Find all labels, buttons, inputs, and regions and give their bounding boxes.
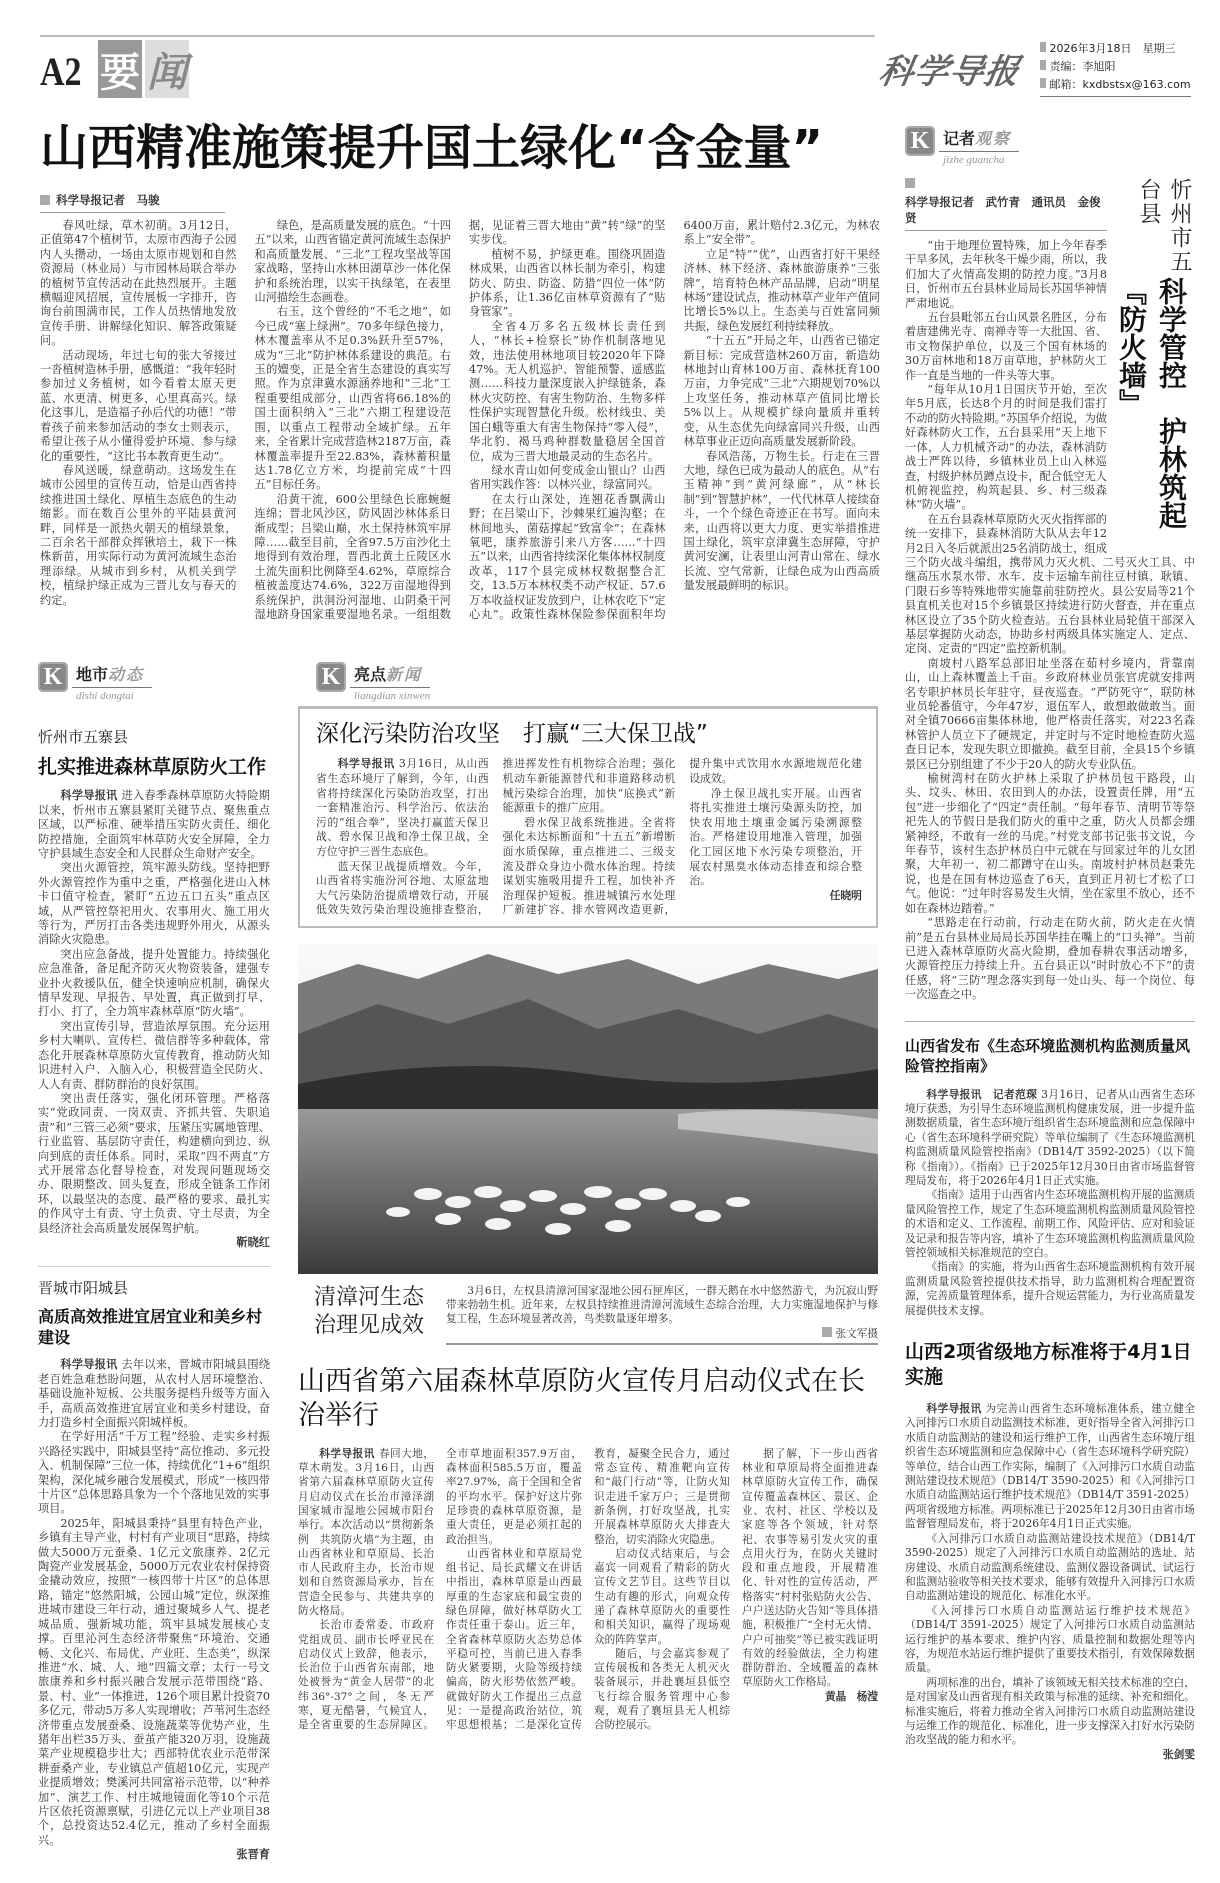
fire-campaign-author: 黄晶 杨滢 [825, 1690, 878, 1703]
paragraph: 突出责任落实，强化闭环管理。严格落实“党政同责、一岗双责、齐抓共管、失职追责”和“三管三必须”要求，压紧压实属地管理、行业监管、基层防守责任，构建横向到边、纵向到底的责任体系。同时，采取“四不两直”方式开展常态化督导检查，对发现问题现场交办、限期整改、回头复查，形成全链条工作闭环，以最坚决的态度、最严格的要求、最扎实的作风守土有责、守土负责、守土尽责，为全县经济社会高质量发展保驾护航。 [38, 1091, 270, 1235]
paragraph: 《入河排污口水质自动监测站建设技术规范》（DB14/T 3590-2025）规定了入河排污口水质自动监测站的选址、站房建设、水质自动监测系统建设、监测仪器设备调试、试运行和监测站验收等相关技术要求，能够有效提升入河排污口水质自动监测站建设的规范化、标准化水平。 [905, 1531, 1195, 1603]
section-char-2: 闻 [145, 40, 189, 98]
fire-campaign-body: 科学导报讯 春回大地，草木萌发。3月16日，山西省第六届森林草原防火宣传月启动仪式在长治市漳泽湖国家城市湿地公园城市阳台举行。本次活动以“贯彻新条例 共筑防火墙”为主题，由山西省林业和草原局、长治市人民政府主办，长治市规划和自然资源局承办，旨在营造全民参与、共建共享的防火格局。 长治市委常委、市政府党组成员、副市长呼亚民在启动仪式上致辞，他表示，长治位于山西省东南部，地处被誉为“黄金人居带”的北纬36°-37°之间，冬无严寒，夏无酷暑，气候宜人，是全省重要的生态屏障区。全市草地面积357.9万亩，森林面积585.5万亩，覆盖率27.97%，高于全国和全省的平均水平。保护好这片弥足珍贵的森林草原资源，是重大责任，更是必须扛起的政治担当。 山西省林业和草原局党组书记、局长武耀文在讲话中指出，森林草原是山西最厚重的生态家底和最宝贵的绿色屏障，做好林草防火工作责任重于泰山。近三年，全省森林草原防火态势总体平稳可控，当前已进入春季防火紧要期，火险等级持续偏高，防火形势依然严峻。就做好防火工作提出三点意见：一是提高政治站位，筑牢思想根基；二是深化宣传教育，凝聚全民合力，通过常态宣传、精准靶向宣传和“敲门行动”等，让防火知识走进千家万户；三是贯彻新条例，打好攻坚战，扎实开展森林草原防火大排查大整治，切实消除火灾隐患。 启动仪式结束后，与会嘉宾一同观看了精彩的防火宣传文艺节目。这些节目以生动有趣的形式，向观众传递了森林草原防火的重要性和相关知识，赢得了现场观众的阵阵掌声。 随后，与会嘉宾参观了宣传展板和各类无人机灭火装备展示，并赴襄垣县低空飞行综合服务管理中心参观，观看了襄垣县无人机综合防控展示。 据了解，下一步山西省林业和草原局将全面推进森林草原防火宣传工作，确保宣传覆盖森林区、景区、企业、农村、社区、学校以及家庭等各个领域，针对祭祀、农事等易引发火灾的重点用火行为，在防火关键时段和重点地段，开展精准化、针对性的宣传活动，严格落实“村村张贴防火公告、户户送达防火告知”等具体措施，积极推广“全村无火情、户户可抽奖”等已被实践证明有效的经验做法，全力构建群防群治、全域覆盖的森林草原防火工作格局。 黄晶 杨滢 [298, 1447, 878, 1732]
paragraph: 突出宣传引导，营造浓厚氛围。充分运用乡村大喇叭、宣传栏、微信群等多种载体，常态化开展森林草原防火宣传教育，推动防火知识进村入户、入脑入心，积极营造全民防火、人人有责、群防群治的良好氛围。 [38, 1019, 270, 1091]
paragraph: 山西省林业和草原局党组书记、局长武耀文在讲话中指出，森林草原是山西最厚重的生态家底和最宝贵的绿色屏障，做好林草防火工作责任重于泰山。近三年，全省森林草原防火态势总体平稳可控，当前已进入春季防火紧要期，火险等级持续偏高，防火形势依然严峻。就做好防火工作提出三点意见：一是提高政治站位，筑牢思想根基；二是深化宣传教育，凝聚全民合力，通过常态宣传、精准靶向宣传和“敲门行动”等，让防火知识走进千家万户；三是贯彻新条例，打好攻坚战，扎实开展森林草原防火大排查大整治，切实消除火灾隐患。 [446, 1447, 730, 1732]
wuzhai-article [38, 726, 270, 1250]
main-headline: 山西精准施策提升国土绿化“含金量” [40, 120, 824, 176]
bullet-icon [40, 195, 50, 205]
highlight-body: 科学导报讯 3月16日，从山西省生态环境厅了解到，今年，山西省将持续深化污染防治攻坚，打出一套精准治污、科学治污、依法治污的“组合拳”，坚决打赢蓝天保卫战、碧水保卫战和净土保卫战，全方位守护三晋生态底色。 蓝天保卫战提质增效。今年，山西省将实施汾河谷地、太原盆地大气污染防治提质增效行动，开展低效失效污染治理设施排查整治，推进挥发性有机物综合治理；强化机动车新能源替代和非道路移动机械污染综合治理，加快“底换式”新能源重卡的推广应用。 碧水保卫战系统推进。全省将强化未达标断面和“十五五”新增断面水质保障，重点推进二、三级支流及群众身边小微水体治理。持续谋划实施吸用提升工程，加快补齐治理保护短板。推进城镇污水处理厂新建扩容、排水管网改造更新，提升集中式饮用水水源地规范化建设成效。 净土保卫战扎实开展。山西省将扎实推进土壤污染源头防控，加快农用地土壤重金属污染溯源整治。严格建设用地准入管理，加强化工园区地下水污染专项整治，开展农村黑臭水体动态排查和综合整治。 任晓明 [316, 757, 862, 917]
main-content [40, 118, 880, 1863]
paragraph: 据了解，下一步山西省林业和草原局将全面推进森林草原防火宣传工作，确保宣传覆盖森林区、景区、企业、农村、社区、学校以及家庭等各个领域，针对祭祀、农事等易引发火灾的重点用火行为，在防火关键时段和重点地段，开展精准化、针对性的宣传活动，严格落实“村村张贴防火公告、户户送达防火告知”等具体措施，积极推广“全村无火情、户户可抽奖”等已被实践证明有效的经验做法，全力构建群防群治、全域覆盖的森林草原防火工作格局。 [742, 1447, 878, 1689]
right-divider [905, 1021, 1195, 1022]
guide-headline: 山西省发布《生态环境监测机构监测质量风险管控指南》 [905, 1036, 1191, 1075]
paragraph: 在太行山深处，连翘花香飘满山野；在吕梁山下，沙棘果红遍沟壑；在林间地头，菌菇撑起“致富伞”；在森林氧吧，康养旅游引来八方客……“十四五”以来，山西省持续深化集体林权制度改革，117个县完成林权数据整合汇交，13.5万本林权类不动产权证、57.6万本收益权证发放到户，让林农吃下“定心丸”。政策性森林保险参保面积年均6400万亩，累计赔付2.3亿元，为林农系上“安全带”。 [469, 219, 880, 621]
section-label-local: K 地市动态 dishi dongtai [38, 662, 270, 702]
yangcheng-lead: 科学导报讯 去年以来，晋城市阳城县围绕老百姓急难愁盼问题，从农村人居环境整治、基础设施补短板、公共服务提档升级等方面入手，高质高效推进宜居宜业和美乡村建设，奋力打造乡村全面振兴阳城样板。 [38, 1358, 270, 1429]
paragraph: “思路走在行动前，行动走在防火前，防火走在火情前”是五台县林业局局长苏国华挂在嘴上的“口头禅”。当前已进入森林草原防火高火险期，叠加春耕农事活动增多，火源管控压力持续上升。五台县正以“时时放心不下”的责任感，将“三防”理念落实到每一处山头、每一个岗位、每一次巡查之中。 [905, 916, 1195, 1002]
paragraph: 两项标准的出台，填补了该领域无相关技术标准的空白，是对国家及山西省现有相关政策与标准的延续、补充和细化。标准实施后，将着力推动全省入河排污口水质自动监测站建设与运维工作的规范化、标准化，进一步支撑深入打好水污染防治攻坚战的能力和水平。 [905, 1675, 1195, 1747]
k-logo-icon: K [905, 126, 935, 156]
observation-vertical-title [1115, 178, 1195, 548]
standards-headline: 山西2项省级地方标准将于4月1日实施 [905, 1341, 1192, 1389]
yangcheng-body [38, 1358, 270, 1862]
paragraph: 《指南》的实施，将为山西省生态环境监测机构有效开展监测质量风险管控提供技术指导，助力监测机构合理配置资源，完善质量管理体系，提升合规运营能力，为行业高质量发展提供技术支撑。 [905, 1260, 1195, 1317]
swan-photo [298, 944, 878, 1274]
issue-date: 2026年3月18日 星期三 [1040, 40, 1191, 58]
paragraph: 春风吐绿，草木初萌。3月12日，正值第47个植树节，太原市西海子公园内人头攒动，一场由太原市规划和自然资源局（林业局）与市园林局联合举办的植树节宣传活动在此热烈展开。主题横幅迎风招展，宣传展板一字排开，咨询台前围满市民，工作人员热情地发放宣传手册、讲解绿化知识、解答政策疑问。 [40, 219, 237, 348]
paragraph: 春风浩荡，万物生长。行走在三晋大地，绿色已成为最动人的底色。从“右玉精神”到“黄河绿廊”，从“林长制”到“智慧护林”，一代代林草人接续奋斗，一个个绿色奇迹正在书写。面向未来，山西将以更大力度、更实举措推进国土绿化，筑牢京津冀生态屏障，守护黄河安澜，让表里山河青山常在、绿水长流、空气常新，让绿色成为山西高质量发展最鲜明的标识。 [683, 449, 880, 593]
paragraph: 五台县毗邻五台山风景名胜区，分布着唐建佛光寺、南禅寺等一大批国、省、市文物保护单位，以及三个国有林场的30万亩林地和18万亩草地，护林防火工作一直是当地的一件头等大事。 [905, 311, 1107, 382]
k-logo-icon: K [316, 662, 346, 692]
observation-article [905, 178, 1195, 1003]
wuzhai-kicker: 忻州市五寨县 [38, 728, 129, 747]
paragraph: 绿水青山如何变成金山银山？山西省用实践作答：以林兴业，绿富同兴。 [469, 463, 666, 492]
paragraph: 植树不易，护绿更难。围绕巩固造林成果，山西省以林长制为牵引，构建防火、防虫、防盗、防猎“四位一体”防护体系，让1.36亿亩林草资源有了“贴身管家”。 [469, 247, 666, 319]
wuzhai-body [38, 789, 270, 1250]
guide-body: 科学导报讯 记者范琛 3月16日，记者从山西省生态环境厅获悉，为引导生态环境监测机构健康发展，进一步提升监测数据质量，省生态环境厅组织省生态环境监测和应急保障中心（省生态环境科学研究院）等单位编制了《生态环境监测机构监测质量风险管控指南》（DB14/T 3592-2025）（以下简称《指南》）。《指南》已于2025年12月30日由省市场监督管理局发布，将于2026年4月1日正式实施。 《指南》适用于山西省内生态环境监测机构开展的监测质量风险管控工作，规定了生态环境监测机构监测质量风险管控的术语和定义、工作流程、前期工作、风险评估、应对和验证及记录和报告等内容，填补了生态环境监测机构监测质量风险管控领域相关标准规范的空白。 《指南》的实施，将为山西省生态环境监测机构有效开展监测质量风险管控提供技术指导，助力监测机构合理配置资源，完善质量管理体系，提升合规运营能力，为行业高质量发展提供技术支撑。 [905, 1087, 1195, 1317]
highlight-author: 任晓明 [829, 888, 862, 902]
section-tag [98, 40, 189, 98]
paragraph: 2025年，阳城县秉持“县里有特色产业，乡镇有主导产业，村村有产业项目”思路，持续做大5000万元蚕桑、1亿元文旅康养、2亿元陶瓷产业发展基金，5000万元农业农村保持资金撬动效应，按照“一核四带十片区”的总体思路，锚定“悠然阳城，公园山城”定位，纵深推进城市建设三年行动，通过聚城乡人气、提老城品质、强新城功能，筑牢县城发展核心支撑。百里沁河生态经济带聚焦“环境治、交通畅、文化兴、布局优、产业旺、生态美”，纵深推进“水、城、人、地”四篇文章；太行一号文旅康养和乡村振兴融合发展示范带围绕“路、景、村、业”一体推进，126个项目累计投资70多亿元，带动5万多人实现增收；芦苇河生态经济带重点发展蚕桑、设施蔬菜等优势产业，生猪年出栏35万头、蚕茧产能320万羽，设施蔬菜产业规模稳步壮大；西部特优农业示范带深耕蚕桑产业，专业镇总产值超10亿元，实现产业提质增效；樊溪河共同富裕示范带，以“种养加”、演艺工作、村庄城地镜面化等10个示范片区依托资源禀赋，引进亿元以上产业项目38个，总投资达52.4亿元，推动了乡村全面振兴。 [38, 1516, 270, 1847]
photo-caption-row [298, 1284, 878, 1345]
photo-title: 清漳河生态 治理见成效 [314, 1284, 425, 1338]
paragraph: 突出火源管控，筑牢源头防线。坚持把野外火源管控作为重中之重，严格强化进山入林卡口值守检查，紧盯“五边五口五头”重点区域，从严管控祭祀用火、农事用火、施工用火等行为，严厉打击各类违规野外用火，从源头消除火灾隐患。 [38, 861, 270, 947]
observation-title: 科学管控 护林筑起『防火墙』 [1115, 277, 1188, 530]
paragraph: 突出应急备战，提升处置能力。持续强化应急准备，备足配齐防灭火物资装备，建强专业扑火救援队伍，健全快速响应机制，确保火情早发现、早报告、早处置，真正做到打早、打小、打了，全力筑牢森林草原“防火墙”。 [38, 947, 270, 1019]
wuzhai-lead: 科学导报讯 进入春季森林草原防火特险期以来，忻州市五寨县紧盯关键节点、聚焦重点区域，以严标准、硬举措压实防火责任、细化防控措施，全面筑牢林草防火安全屏障，全力守护县域生态安全和人民群众生命财产安全。 [38, 789, 270, 860]
paragraph: 《入河排污口水质自动监测站运行维护技术规范》（DB14/T 3591-2025）规定了入河排污口水质自动监测站运行维护的基本要求、维护内容、质量控制和数据处理等内容，为规范水站运行维护提供了重要技术指引，有效保障数据质量。 [905, 1603, 1195, 1675]
paragraph: 净土保卫战扎实开展。山西省将扎实推进土壤污染源头防控，加快农用地土壤重金属污染溯源整治。严格建设用地准入管理，加强化工园区地下水污染专项整治，开展农村黑臭水体动态排查和综合整治。 [689, 786, 862, 888]
paragraph: 南坡村八路军总部旧址坐落在茹村乡境内，背靠南山，山上森林覆盖上千亩。乡政府林业员张官虎就安排两名专职护林员长年驻守，昼夜巡查。“严防死守”，联防林业员轮番值守，今年47岁，退伍军人，敢想敢做敢当。面对全镇70666亩集体林地，他严格责任落实，对223名森林管护人员立下了硬规定，并定时与不定时地检查防火巡查日记本，发现失职立即撤换。截至目前，全县15个乡镇景区已分别组建了不少于20人的防火专业队伍。 [905, 656, 1195, 771]
lower-section [40, 662, 880, 1862]
paragraph: 活动现场，年过七旬的张大爷接过一沓植树造林手册，感慨道：“我年轻时参加过义务植树，如今看着太原天更蓝、水更清、树更多，心里真高兴。绿化这事儿，是造福子孙后代的功德！”带着孩子前来参加活动的李女士则表示，希望让孩子从小懂得爱护环境、参与绿化的重要性，“这比书本教育更生动”。 [40, 348, 237, 463]
yangcheng-author: 张晋育 [236, 1848, 270, 1862]
main-article-body [40, 219, 880, 622]
local-news-column [38, 662, 270, 1862]
header-meta [1040, 40, 1191, 97]
paragraph: 榆树湾村在防火护林上采取了护林员包干路段，山头、坟头、林田、农田到人的办法，设置责任牌，用“五包”进一步细化了“四定”责任制。“每年春节、清明节等祭祀先人的节假日是我们防火的重中之重，防火人员都会绷紧神经，不敢有一丝的马虎。”村党支部书记张书文说，今年春节，该村生态护林员白中元就在与回家过年的儿女团聚，大年初一、初二都蹲守在山头。南坡村护林员赵秉先说，也是在国有林边巡查了6天，直到正月初七才松了口气。他说：“过年时容易发生火情，坐在家里不放心，还不如在森林边踏着。” [905, 772, 1195, 915]
main-byline: 科学导报记者 马骏 [40, 192, 225, 213]
section-char-1: 要 [98, 40, 142, 98]
photo-image [298, 944, 878, 1274]
highlight-box [298, 706, 878, 928]
paragraph: “每年从10月1日国庆节开始，至次年5月底，长达8个月的时间是我们雷打不动的防火特险期。”苏国华介绍说，为做好森林防火工作，五台县采用“天上地下一体，人力机械齐动”的办法，森林消防战士严阵以待，乡镇林业员上山入林巡查，村级护林员蹲点设卡，配合低空无人机俯视监控，构筑起县、乡、村三级森林“防火墙”。 [905, 383, 1107, 512]
wuzhai-headline: 扎实推进森林草原防火工作 [38, 756, 267, 779]
right-column [905, 126, 1195, 1762]
observation-subtitle: 忻州市五台县 [1136, 178, 1192, 274]
fire-campaign-headline: 山西省第六届森林草原防火宣传月启动仪式在长治举行 [298, 1365, 865, 1431]
page-number: A2 [40, 49, 82, 94]
paragraph: 蓝天保卫战提质增效。今年，山西省将实施汾河谷地、太原盆地大气污染防治提质增效行动，开展低效失效污染治理设施排查整治，推进挥发性有机物综合治理；强化机动车新能源替代和非道路移动机械污染综合治理，加快“底换式”新能源重卡的推广应用。 [316, 757, 676, 917]
masthead-logo: 科学导报 [875, 52, 1023, 92]
paragraph: 立足“特”“优”，山西省打好干果经济林、林下经济、森林旅游康养“三张牌”，培育特色林产品品牌，启动“明星林场”建设试点，推动林草产业年产值同比增长5%以上。生态美与百姓富同频共振，绿色发展红利持续释放。 [683, 247, 880, 333]
highlight-headline: 深化污染防治攻坚 打赢“三大保卫战” [316, 721, 708, 748]
paragraph: 全省4万多名五级林长责任到人，“林长+检察长”协作机制落地见效，违法使用林地项目较2020年下降47%。无人机巡护、智能预警、遥感监测……科技力量深度嵌入护绿链条，森林火灾防控、有害生物防治、生物多样性保护实现智慧化升级。松材线虫、美国白蛾等重大有害生物保持“零入侵”，华北豹、褐马鸡种群数量稳居全国首位，成为三晋大地最灵动的生态名片。 [469, 319, 666, 463]
paragraph: 春风送暖，绿意萌动。这场发生在城市公园里的宣传互动，恰是山西省持续推进国土绿化、厚植生态底色的生动缩影。而在数百公里外的平陆县黄河畔，同样是一派热火朝天的植绿景象，二百余名干部群众挥锹培土，栽下一株株新苗，用实际行动为黄河流域生态治理添绿。从城市到乡村，从机关到学校，植绿护绿正成为三晋儿女与春天的约定。 [40, 463, 237, 607]
section-label-observation: K 记者观察 jizhe guancha [905, 126, 1195, 166]
section-label-highlight: K 亮点新闻 liangdian xinwen [316, 662, 878, 702]
editor: 责编：李旭阳 [1040, 58, 1191, 76]
photo-credit: 张文军摄 [446, 1327, 878, 1341]
top-rule [40, 35, 875, 37]
photo-caption: 3月6日，左权县清漳河国家湿地公园石匣库区，一群天鹅在水中悠然游弋，为沉寂山野带来勃勃生机。近年来，左权县持续推进清漳河流域生态综合治理，大力实施湿地保护与修复工程，生态环境显著改善，鸟类数量逐年增多。 张文军摄 [446, 1284, 878, 1345]
paragraph: 沿黄干流，600公里绿色长廊蜿蜒连绵；晋北风沙区，防风固沙林体系日渐成型；吕梁山巅，水土保持林筑牢屏障……截至目前，全省97.5万亩沙化土地得到有效治理，晋西北黄土丘陵区水土流失面积比例降至4.62%，草原综合植被盖度达74.6%，322万亩湿地得到系统保护，洪洞汾河湿地、山阴桑干河湿地跻身国家重要湿地名录。一组组数据，见证着三晋大地由“黄”转“绿”的坚实步伐。 [254, 219, 666, 621]
wuzhai-author: 靳晓红 [236, 1235, 270, 1249]
paragraph: 右玉，这个曾经的“不毛之地”，如今已成“塞上绿洲”。70多年绿色接力，林木覆盖率从不足0.3%跃升至57%，成为“三北”防护林体系建设的典范。右玉的嬗变，正是全省生态建设的真实写照。作为京津冀水源涵养地和“三北”工程重要组成部分，山西省将66.18%的国土面积纳入“三北”六期工程建设范围，以重点工程带动全域扩绿。五年来，全省累计完成营造林2187万亩，森林覆盖率提升至22.83%，森林蓄积量达1.78亿立方米，均提前完成“十四五”目标任务。 [254, 305, 451, 492]
paragraph: 随后，与会嘉宾参观了宣传展板和各类无人机灭火装备展示，并赴襄垣县低空飞行综合服务管理中心参观，观看了襄垣县无人机综合防控展示。 [594, 1647, 730, 1732]
paragraph: 碧水保卫战系统推进。全省将强化未达标断面和“十五五”新增断面水质保障，重点推进二、三级支流及群众身边小微水体治理。持续谋划实施吸用提升工程，加快补齐治理保护短板。推进城镇污水处理厂新建扩容、排水管网改造更新，提升集中式饮用水水源地规范化建设成效。 [502, 757, 862, 917]
yangcheng-headline: 高质高效推进宜居宜业和美乡村建设 [38, 1307, 263, 1348]
yangcheng-kicker: 晋城市阳城县 [38, 1279, 129, 1298]
paragraph: 在学好用活“千万工程”经验、走实乡村振兴路径实践中，阳城县坚持“高位推动、多元投入、机制保障”三位一体，持续优化“1+6”组织架构，深化城乡融合发展模式，形成“一核四带十片区”总体思路具象为一个个落地见效的实事项目。 [38, 1430, 270, 1516]
paragraph: 《指南》适用于山西省内生态环境监测机构开展的监测质量风险管控工作，规定了生态环境监测机构监测质量风险管控的术语和定义、工作流程、前期工作、风险评估、应对和验证及记录和报告等内容，填补了生态环境监测机构监测质量风险管控领域相关标准规范的空白。 [905, 1188, 1195, 1259]
k-logo-icon: K [38, 662, 68, 692]
email: 邮箱：kxdbstsx@163.com [1040, 76, 1191, 94]
paragraph: 在五台县森林草原防火灭火指挥部的统一安排下，县森林消防大队从去年12月2日入冬后就派出25名消防战士，组成三个防火战斗编组，携带风力灭火机、二号灭火工具、中继高压水泵水带、水车、皮卡运输车前往豆村镇、耿镇、门限石乡等特殊地带实施靠前驻防控火。县公安局等21个县直机关也对15个乡镇景区持续进行防火督查，并在重点林区设立了35个防火检查站。五台县林业局轮值干部深入基层掌握防火动态，协助乡村两级具体实施定人、定点、定岗、定责的“四定”监控新机制。 [905, 512, 1195, 656]
observation-byline: 科学导报记者 武竹青 通讯员 金俊贤 [905, 178, 1107, 231]
paragraph: “十五五”开局之年，山西省已锚定新目标：完成营造林260万亩，新造幼林地封山育林100万亩、森林抚育100万亩，力争完成“三北”六期规划70%以上攻坚任务，推动林草产值同比增长5%以上。从规模扩绿向量质并重转变，从生态优先向绿富同兴升级，山西林草事业正迈向高质量发展新阶段。 [683, 334, 880, 449]
paragraph: 长治市委常委、市政府党组成员、副市长呼亚民在启动仪式上致辞，他表示，长治位于山西省东南部，地处被誉为“黄金人居带”的北纬36°-37°之间，冬无严寒，夏无酷暑，气候宜人，是全省重要的生态屏障区。全市草地面积357.9万亩，森林面积585.5万亩，覆盖率27.97%，高于全国和全省的平均水平。保护好这片弥足珍贵的森林草原资源，是重大责任，更是必须扛起的政治担当。 [298, 1447, 582, 1732]
middle-column [298, 662, 878, 1732]
paragraph: “由于地理位置特殊，加上今年春季干旱多风，去年秋冬干燥少雨，所以，我们加大了火情高发期的防控力度。”3月8日，忻州市五台县林业局局长苏国华神情严肃地说。 [905, 239, 1107, 310]
standards-body: 科学导报讯 为完善山西省生态环境标准体系，建立健全入河排污口水质自动监测技术标准，更好指导全省入河排污口水质自动监测站的建设和运行维护工作，山西省生态环境厅组织省生态环境监测和应急保障中心（省生态环境科学研究院）等单位，结合山西工作实际，编制了《入河排污口水质自动监测站建设技术规范》（DB14/T 3590-2025）和《入河排污口水质自动监测站运行维护技术规范》（DB14/T 3591-2025）两项省级地方标准。两项标准已于2025年12月30日由省市场监督管理局发布，将于2026年4月1日正式实施。 《入河排污口水质自动监测站建设技术规范》（DB14/T 3590-2025）规定了入河排污口水质自动监测站的选址、站房建设、水质自动监测系统建设、监测仪器设备调试、试运行和监测站验收等相关技术要求，能够有效提升入河排污口水质自动监测站建设的规范化、标准化水平。 《入河排污口水质自动监测站运行维护技术规范》（DB14/T 3591-2025）规定了入河排污口水质自动监测站运行维护的基本要求、维护内容、质量控制和数据处理等内容，为规范水站运行维护提供了重要技术指引，有效保障数据质量。 两项标准的出台，填补了该领域无相关技术标准的空白，是对国家及山西省现有相关政策与标准的延续、补充和细化。标准实施后，将着力推动全省入河排污口水质自动监测站建设与运维工作的规范化、标准化，进一步支撑深入打好水污染防治攻坚战的能力和水平。 张剑雯 [905, 1402, 1195, 1761]
paragraph: 启动仪式结束后，与会嘉宾一同观看了精彩的防火宣传文艺节目。这些节目以生动有趣的形式，向观众传递了森林草原防火的重要性和相关知识，赢得了现场观众的阵阵掌声。 [594, 1547, 730, 1646]
yangcheng-article [38, 1266, 270, 1862]
paragraph: 绿色，是高质量发展的底色。“十四五”以来，山西省锚定黄河流域生态保护和高质量发展、“三北”工程攻坚战等国家战略，坚持山水林田湖草沙一体化保护和系统治理，以实干执绿笔，在表里山河描绘生态画卷。 [254, 219, 451, 305]
standards-author: 张剑雯 [1162, 1747, 1195, 1761]
